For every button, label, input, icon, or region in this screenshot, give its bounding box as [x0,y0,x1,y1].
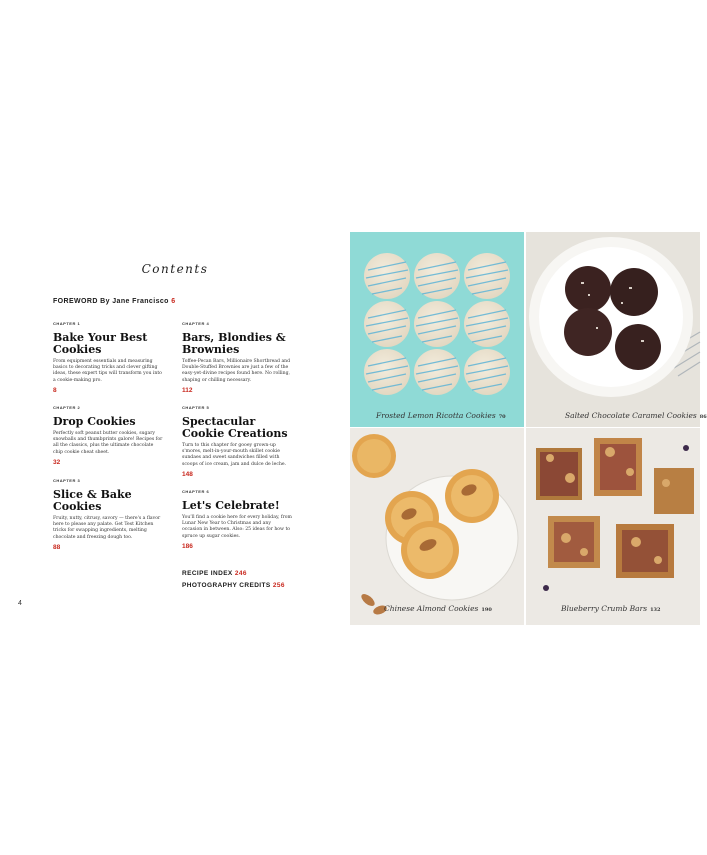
chapter-description: Perfectly soft peanut butter cookies, sugary snowballs and thumbprints galore! Recipes for all the classics, plus the ultimate chocolate chip cookie cheat sheet. [53,431,163,455]
photo-salted-chocolate-caramel [526,232,700,427]
foreword-label: FOREWORD [53,298,98,305]
caption-page: 86 [699,414,707,420]
chapter-4[interactable] [182,321,292,394]
chapter-page: 88 [53,543,61,551]
foreword-author: By Jane Francisco [100,298,169,305]
chapter-page: 186 [182,542,193,550]
chapter-title: Bake Your Best Cookies [53,331,148,356]
chapter-page: 32 [53,458,61,466]
frosted-cookies-illustration [350,232,524,427]
foreword-page: 6 [171,298,176,305]
caption-text: Frosted Lemon Ricotta Cookies [376,411,496,420]
chapter-3[interactable] [53,478,163,551]
caption-chinese-almond [384,604,492,613]
caption-text: Salted Chocolate Caramel Cookies [565,411,697,420]
chapter-title: Drop Cookies [53,415,136,428]
chapter-5[interactable] [182,405,292,478]
chapter-title: Slice & Bake Cookies [53,488,132,513]
chapter-label: CHAPTER 3 [53,478,81,483]
chapter-page: 112 [182,386,193,394]
chocolate-cookies-illustration [526,232,700,427]
caption-blueberry-crumb-bars [561,604,661,613]
caption-text: Blueberry Crumb Bars [561,604,648,613]
chapter-label: CHAPTER 1 [53,321,81,326]
chapter-2[interactable] [53,405,163,466]
caption-salted-chocolate-caramel [565,411,707,420]
caption-page: 70 [498,414,506,420]
photo-credits-page: 256 [272,582,285,589]
chapter-6[interactable] [182,489,292,550]
chapter-page: 8 [53,386,57,394]
chapter-1[interactable] [53,321,163,394]
photo-chinese-almond [350,428,524,625]
recipe-index-line[interactable] [182,570,247,577]
chapter-label: CHAPTER 5 [182,405,210,410]
chapter-label: CHAPTER 4 [182,321,210,326]
recipe-index-label: RECIPE INDEX [182,570,233,577]
crumb-bars-illustration [526,428,700,625]
chapter-label: CHAPTER 6 [182,489,210,494]
chapter-description: Fruity, nutty, citrusy, savory — there's a flavor here to please any palate. Get Test Kitchen tricks for swapping ingredients, melting chocolate and freezing dough too. [53,516,161,540]
caption-page: 132 [650,607,661,613]
foreword-line[interactable] [53,298,176,305]
photo-credits-label: PHOTOGRAPHY CREDITS [182,582,271,589]
page-number: 4 [18,600,22,607]
photo-frosted-lemon-ricotta [350,232,524,427]
chapter-description: You'll find a cookie here for every holiday, from Lunar New Year to Christmas and any occasion in between. Also: 25 ideas for how to spruce up sugar cookies. [182,515,292,539]
caption-text: Chinese Almond Cookies [384,604,479,613]
chapter-label: CHAPTER 2 [53,405,81,410]
chapter-title: Bars, Blondies & Brownies [182,331,286,356]
chapter-title: Let's Celebrate! [182,499,280,512]
photo-credits-line[interactable] [182,582,285,589]
contents-title: Contents [141,262,209,276]
photo-blueberry-crumb-bars [526,428,700,625]
recipe-index-page: 246 [234,570,247,577]
chapter-title: Spectacular Cookie Creations [182,415,288,440]
caption-frosted-lemon-ricotta [376,411,506,420]
almond-cookies-illustration [350,428,524,625]
chapter-description: Toffee-Pecan Bars, Millionaire Shortbread and Double-Stuffed Brownies are just a few of the easy-yet-divine recipes found here. No rolling, shaping or chilling necessary. [182,359,291,383]
chapter-description: Turn to this chapter for gooey grown-up s'mores, melt-in-your-mouth skillet cookie sundaes and sweet sandwiches filled with scoops of ice cream, jam and dulce de leche. [182,443,287,467]
chapter-page: 148 [182,470,193,478]
chapter-description: From equipment essentials and measuring basics to decorating tricks and clever gifting ideas, these expert tips will transform you into a cookie-making pro. [53,359,162,383]
caption-page: 190 [481,607,492,613]
